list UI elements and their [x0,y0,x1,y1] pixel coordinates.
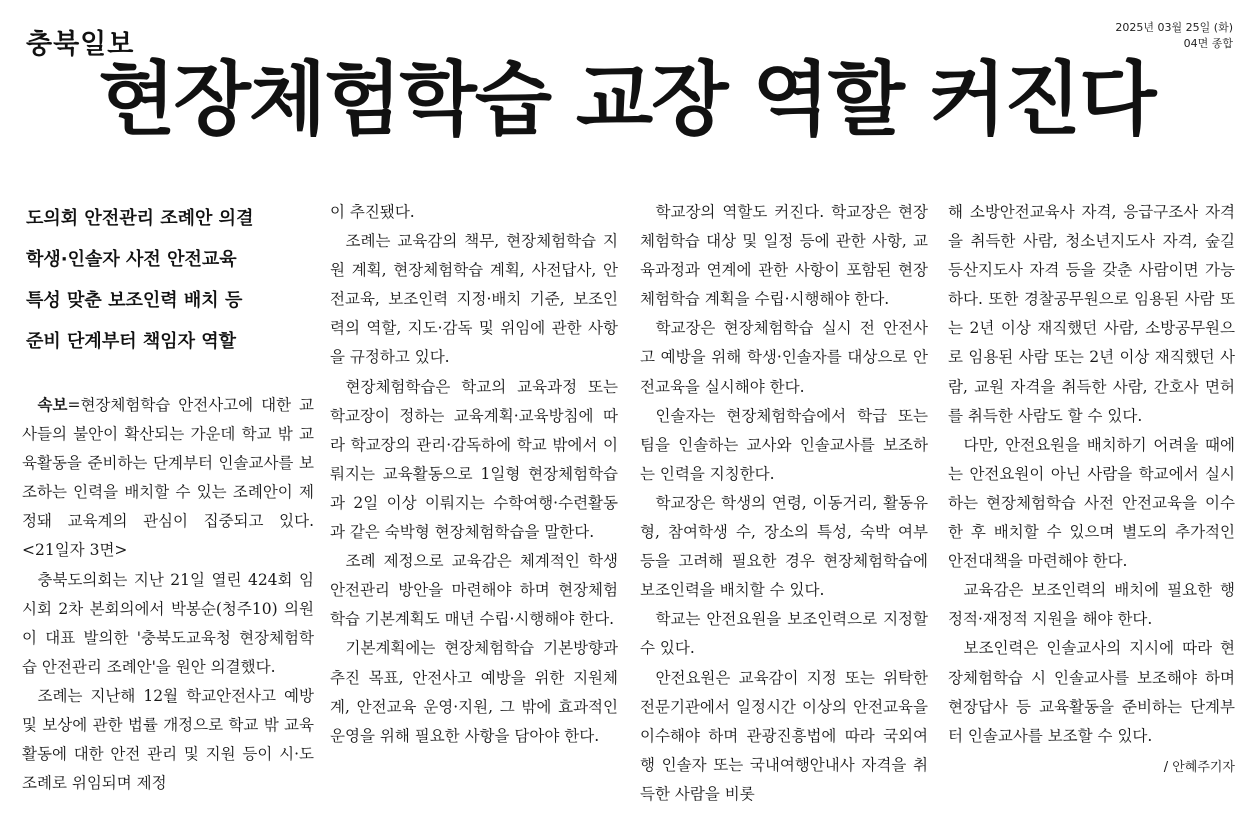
article-headline: 현장체험학습 교장 역할 커진다 [98,53,1155,146]
reporter-byline: / 안혜주기자 [1163,759,1235,775]
article-paragraph: 조례는 지난해 12월 학교안전사고 예방 및 보상에 관한 법률 개정으로 학교 밖 교육활동에 대한 안전 관리 및 지원 등이 시·도 조례로 위임되며 제정 [22,686,314,793]
article-paragraph: 기본계획에는 현장체험학습 기본방향과 추진 목표, 안전사고 예방을 위한 지원체계, 안전교육 운영·지원, 그 밖에 효과적인 운영을 위해 필요한 사항을 담아야 한다. [330,639,618,745]
article-column-4 [948,198,1235,782]
issue-date: 2025년 03월 25일 (화) [1115,21,1233,34]
dateline [1115,20,1233,52]
article-column-2 [330,198,618,751]
subheadline: 특성 맞춘 보조인력 배치 등 [26,290,243,311]
article-paragraph: 현장체험학습은 학교의 교육과정 또는 학교장이 정하는 교육계획·교육방침에 따라 학교장의 관리·감독하에 학교 밖에서 이뤄지는 교육활동으로 1일형 현장체험학습과 2일 이상 이뤄지는 수학여행·수련활동과 같은 숙박형 현장체험학습을 말한다. [330,377,618,542]
article-paragraph: 조례 제정으로 교육감은 체계적인 학생안전관리 방안을 마련해야 하며 현장체험학습 기본계획도 매년 수립·시행해야 한다. [330,552,618,629]
article-paragraph: 학교장은 학생의 연령, 이동거리, 활동유형, 참여학생 수, 장소의 특성, 숙박 여부 등을 고려해 필요한 경우 현장체험학습에 보조인력을 배치할 수 있다. [640,493,928,600]
subheadline: 도의회 안전관리 조례안 의결 [26,208,254,229]
article-paragraph: 조례는 교육감의 책무, 현장체험학습 지원 계획, 현장체험학습 계획, 사전답사, 안전교육, 보조인력 지정·배치 기준, 보조인력의 역할, 지도·감독 및 위임에 관한 사항을 규정하고 있다. [330,232,618,367]
subheadline: 준비 단계부터 책임자 역할 [26,331,237,352]
lead-text: =현장체험학습 안전사고에 대한 교사들의 불안이 확산되는 가운데 학교 밖 교육활동을 준비하는 단계부터 인솔교사를 보조하는 인력을 배치할 수 있는 조례안이 제정돼 교육계의 관심이 집중되고 있다. [22,396,314,531]
newspaper-masthead: 충북일보 [26,29,135,60]
subheadline: 학생·인솔자 사전 안전교육 [26,249,237,270]
article-paragraph-continued: 해 소방안전교육사 자격, 응급구조사 자격을 취득한 사람, 청소년지도사 자격, 숲길등산지도사 자격 등을 갖춘 사람이면 가능하다. 또한 경찰공무원으로 임용된 사람 또는 2년 이상 재직했던 사람, 소방공무원으로 임용된 사람 또는 2년 이상 재직했던 사람, 교원 자격을 취득한 사람, 간호사 면허를 취득한 사람도 할 수 있다. [948,203,1235,425]
article-paragraph: 학교장은 현장체험학습 실시 전 안전사고 예방을 위해 학생·인솔자를 대상으로 안전교육을 실시해야 한다. [640,319,928,396]
article-paragraph: 교육감은 보조인력의 배치에 필요한 행정적·재정적 지원을 해야 한다. [948,581,1235,629]
article-paragraph: 안전요원은 교육감이 지정 또는 위탁한 전문기관에서 일정시간 이상의 안전교육을 이수해야 하며 관광진흥법에 따라 국외여행 인솔자 또는 국내여행안내사 자격을 취득한 사람을 비롯 [640,668,928,803]
article-paragraph: 학교는 안전요원을 보조인력으로 지정할 수 있다. [640,610,928,658]
article-paragraph: 충북도의회는 지난 21일 열린 424회 임시회 2차 본회의에서 박봉순(청주10) 의원이 대표 발의한 '충북도교육청 현장체험학습 안전관리 조례안'을 원안 의결했다. [22,570,314,676]
article-column-3 [640,198,928,809]
article-paragraph: 인솔자는 현장체험학습에서 학급 또는 팀을 인솔하는 교사와 인솔교사를 보조하는 인력을 지칭한다. [640,406,928,483]
lead-tag: 속보 [37,395,68,414]
article-column-1 [22,198,314,798]
page-section: 04면 종합 [1183,37,1233,50]
article-paragraph: 학교장의 역할도 커진다. 학교장은 현장체험학습 대상 및 일정 등에 관한 사항, 교육과정과 연계에 관한 사항이 포함된 현장체험학습 계획을 수립·시행해야 한다. [640,203,928,309]
cross-reference: <21일자 3면> [22,541,128,560]
article-paragraph: 보조인력은 인솔교사의 지시에 따라 현장체험학습 시 인솔교사를 보조해야 하며 현장답사 등 교육활동을 준비하는 단계부터 인솔교사를 보조할 수 있다. [948,639,1235,745]
subheadline-block [26,198,314,362]
article-paragraph: 다만, 안전요원을 배치하기 어려울 때에는 안전요원이 아닌 사람을 학교에서 실시하는 현장체험학습 사전 안전교육을 이수한 후 배치할 수 있으며 별도의 추가적인 안전대책을 마련해야 한다. [948,435,1235,571]
article-paragraph-continued: 이 추진됐다. [330,203,415,221]
lead-paragraph [22,390,314,566]
